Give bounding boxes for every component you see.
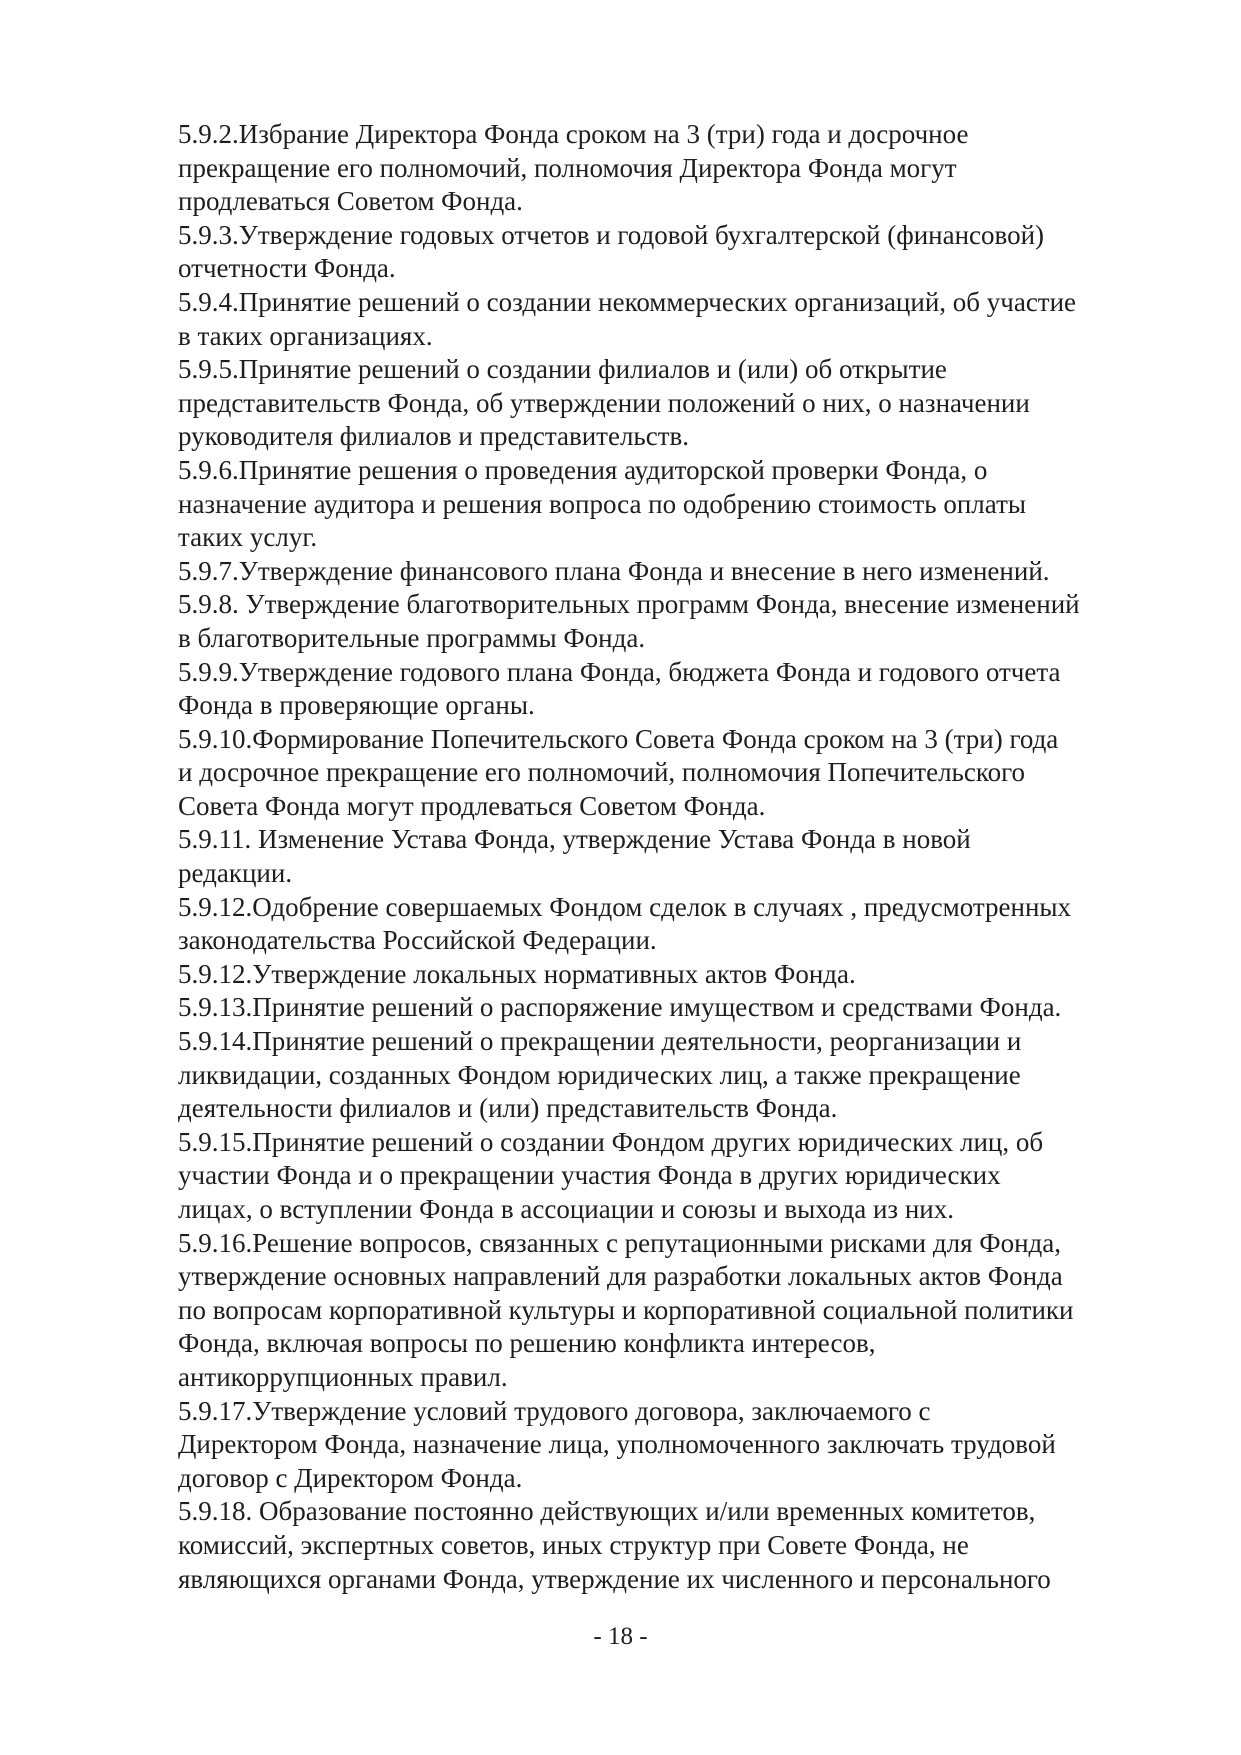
- text-line: законодательства Российской Федерации.: [178, 925, 657, 956]
- text-line: 5.9.18. Образование постоянно действующих и/или временных комитетов,: [178, 1496, 1036, 1527]
- text-line: руководителя филиалов и представительств.: [178, 421, 690, 452]
- text-line: 5.9.6.Принятие решения о проведения аудиторской проверки Фонда, о: [178, 454, 988, 485]
- text-line: ликвидации, созданных Фондом юридических лиц, а также прекращение: [178, 1059, 1021, 1090]
- text-line: редакции.: [178, 858, 293, 889]
- text-line: и досрочное прекращение его полномочий, полномочия Попечительского: [178, 757, 1026, 788]
- text-line: представительств Фонда, об утверждении положений о них, о назначении: [178, 387, 1030, 418]
- text-line: 5.9.12.Одобрение совершаемых Фондом сделок в случаях , предусмотренных: [178, 891, 1072, 922]
- text-line: 5.9.3.Утверждение годовых отчетов и годовой бухгалтерской (финансовой): [178, 219, 1045, 250]
- text-line: 5.9.9.Утверждение годового плана Фонда, бюджета Фонда и годового отчета: [178, 656, 1061, 687]
- text-line: деятельности филиалов и (или) представительств Фонда.: [178, 1093, 838, 1124]
- text-line: лицах, о вступлении Фонда в ассоциации и союзы и выхода из них.: [178, 1194, 954, 1224]
- text-line: 5.9.15.Принятие решений о создании Фондом других юридических лиц, об: [178, 1126, 1044, 1157]
- text-line: прекращение его полномочий, полномочия Директора Фонда могут: [178, 152, 957, 183]
- text-line: 5.9.16.Решение вопросов, связанных с репутационными рисками для Фонда,: [178, 1227, 1061, 1258]
- text-line: 5.9.10.Формирование Попечительского Совета Фонда сроком на 3 (три) года: [178, 723, 1059, 754]
- text-line: 5.9.4.Принятие решений о создании некоммерческих организаций, об участие: [178, 286, 1077, 317]
- text-line: являющихся органами Фонда, утверждение их численного и персонального: [178, 1563, 1051, 1594]
- page-number: - 18 -: [593, 1623, 648, 1650]
- text-line: в таких организациях.: [178, 320, 433, 351]
- text-line: утверждение основных направлений для разработки локальных актов Фонда: [178, 1261, 1063, 1292]
- text-line: 5.9.17.Утверждение условий трудового договора, заключаемого с: [178, 1395, 931, 1426]
- text-line: 5.9.7.Утверждение финансового плана Фонда и внесение в него изменений.: [178, 555, 1050, 586]
- text-line: участии Фонда и о прекращении участия Фонда в других юридических: [178, 1160, 1001, 1191]
- text-line: таких услуг.: [178, 522, 318, 553]
- text-line: 5.9.14.Принятие решений о прекращении деятельности, реорганизации и: [178, 1026, 1022, 1057]
- text-line: антикоррупционных правил.: [178, 1361, 508, 1392]
- text-line: 5.9.11. Изменение Устава Фонда, утверждение Устава Фонда в новой: [178, 824, 971, 855]
- text-line: 5.9.12.Утверждение локальных нормативных актов Фонда.: [178, 958, 856, 989]
- text-line: в благотворительные программы Фонда.: [178, 622, 646, 653]
- text-line: 5.9.5.Принятие решений о создании филиалов и (или) об открытие: [178, 354, 947, 385]
- text-line: 5.9.2.Избрание Директора Фонда сроком на 3 (три) года и досрочное: [178, 119, 969, 149]
- text-line: Директором Фонда, назначение лица, уполномоченного заключать трудовой: [178, 1429, 1056, 1460]
- text-line: назначение аудитора и решения вопроса по одобрению стоимость оплаты: [178, 488, 1027, 519]
- text-line: 5.9.13.Принятие решений о распоряжение имуществом и средствами Фонда.: [178, 992, 1062, 1023]
- text-line: по вопросам корпоративной культуры и корпоративной социальной политики: [178, 1294, 1074, 1325]
- text-line: комиссий, экспертных советов, иных структур при Совете Фонда, не: [178, 1529, 969, 1560]
- text-line: 5.9.8. Утверждение благотворительных программ Фонда, внесение изменений: [178, 589, 1080, 620]
- document-body: [178, 118, 1178, 1596]
- text-line: Совета Фонда могут продлеваться Советом Фонда.: [178, 790, 766, 821]
- text-line: Фонда в проверяющие органы.: [178, 690, 535, 721]
- text-line: продлеваться Советом Фонда.: [178, 186, 523, 217]
- text-line: Фонда, включая вопросы по решению конфликта интересов,: [178, 1328, 876, 1359]
- text-line: договор с Директором Фонда.: [178, 1462, 523, 1493]
- text-line: отчетности Фонда.: [178, 253, 396, 284]
